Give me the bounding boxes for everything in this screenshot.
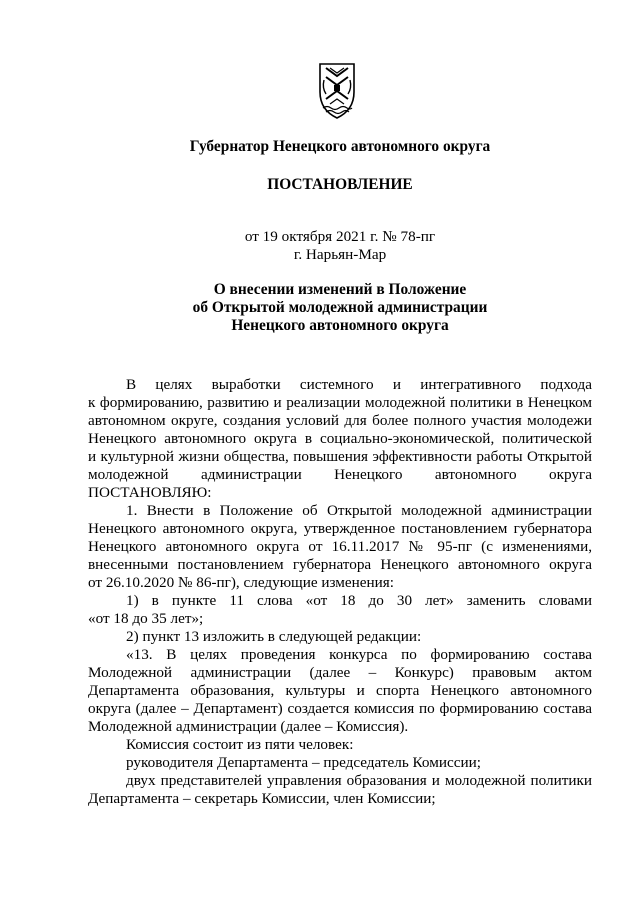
- item-1-line: Ненецкого автономного округа от 16.11.2017 № 95-пг (с изменениями,: [88, 538, 592, 555]
- document-body: [88, 376, 592, 808]
- intro-line: и культурной жизни общества, повышения эффективности работы Открытой: [88, 448, 592, 465]
- commission-member: двух представителей управления образования и молодежной политики: [126, 772, 592, 789]
- quote-line: округа (далее – Департамент) создается комиссия по формированию состава: [88, 700, 592, 717]
- subject-line: об Открытой молодежной администрации: [192, 299, 488, 316]
- intro-line: Ненецкого автономного округа в социально-экономической, политической: [88, 430, 592, 447]
- commission-member: Департамента – секретарь Комиссии, член Комиссии;: [88, 790, 436, 807]
- subject-line: Ненецкого автономного округа: [231, 317, 449, 334]
- intro-line: В целях выработки системного и интегративного подхода: [126, 376, 592, 393]
- commission-member: руководителя Департамента – председатель Комиссии;: [126, 754, 481, 771]
- subitem-1-line: «от 18 до 35 лет»;: [88, 610, 204, 627]
- nenets-coat-of-arms-icon: [302, 58, 372, 120]
- decree-word: ПОСТАНОВЛЯЮ:: [88, 484, 212, 501]
- document-city: г. Нарьян-Мар: [293, 246, 387, 263]
- item-1-line: 1. Внести в Положение об Открытой молодежной администрации: [126, 502, 592, 519]
- subitem-2: 2) пункт 13 изложить в следующей редакции:: [126, 628, 422, 645]
- intro-line: к формированию, развитию и реализации молодежной политики в Ненецком: [88, 394, 592, 411]
- item-1-line: от 26.10.2020 № 86-пг), следующие изменения:: [88, 574, 394, 591]
- item-1-line: внесенными постановлением губернатора Ненецкого автономного округа: [88, 556, 592, 573]
- quote-line: Молодежной администрации (далее – Конкурс) правовым актом: [88, 664, 592, 681]
- subject-line: О внесении изменений в Положение: [213, 281, 467, 298]
- quote-line: Департамента образования, культуры и спорта Ненецкого автономного: [88, 682, 592, 699]
- quote-line: Молодежной администрации (далее – Комиссия).: [88, 718, 409, 735]
- subitem-1-line: 1) в пункте 11 слова «от 18 до 30 лет» заменить словами: [126, 592, 592, 609]
- document-type: ПОСТАНОВЛЕНИЕ: [267, 176, 413, 193]
- issuer-title: Губернатор Ненецкого автономного округа: [189, 138, 491, 155]
- quote-line: «13. В целях проведения конкурса по формированию состава: [126, 646, 592, 663]
- document-subject: [88, 281, 592, 335]
- commission-count: Комиссия состоит из пяти человек:: [126, 736, 354, 753]
- item-1-line: Ненецкого автономного округа, утвержденное постановлением губернатора: [88, 520, 592, 537]
- document-date: от 19 октября 2021 г. № 78-пг: [244, 228, 436, 245]
- intro-line: автономном округе, создания условий для более полного участия молодежи: [88, 412, 592, 429]
- intro-line: молодежной администрации Ненецкого автономного округа: [88, 466, 592, 483]
